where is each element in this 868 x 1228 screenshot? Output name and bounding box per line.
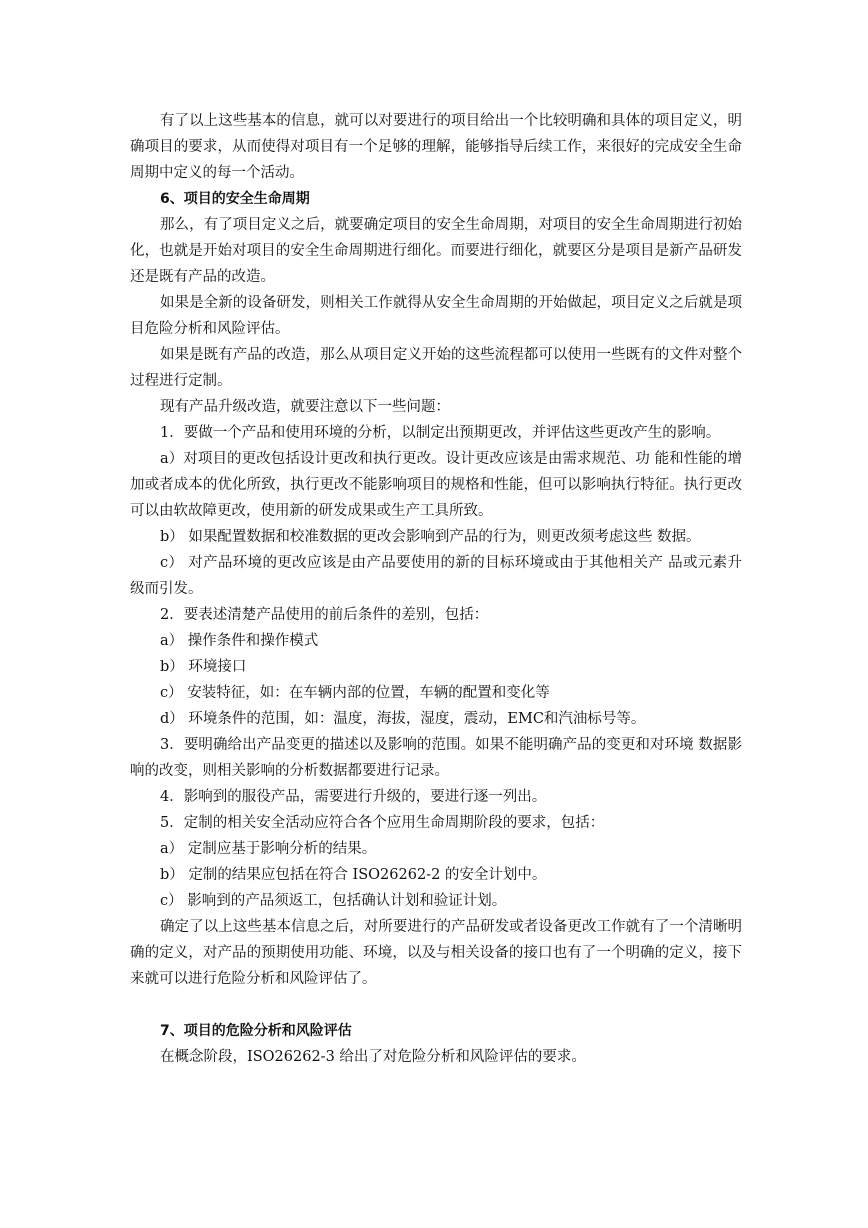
list-subitem: c） 影响到的产品须返工，包括确认计划和验证计划。	[160, 893, 507, 909]
list-item: 2．要表述清楚产品使用的前后条件的差别，包括：	[160, 607, 489, 623]
list-item: 3．要明确给出产品变更的描述以及影响的范围。如果不能明确产品的变更和对环境 数据影响的改变，则相关影响的分析数据都要进行记录。	[130, 737, 742, 779]
list-subitem: a） 操作条件和操作模式	[160, 633, 319, 649]
document-body	[130, 108, 742, 1070]
list-subitem: c） 对产品环境的更改应该是由产品要使用的新的目标环境或由于其他相关产 品或元素升级而引发。	[130, 555, 742, 597]
list-subitem: c） 安装特征，如：在车辆内部的位置，车辆的配置和变化等	[160, 685, 550, 701]
list-subitem: a） 定制应基于影响分析的结果。	[160, 841, 377, 857]
list-subitem: a）对项目的更改包括设计更改和执行更改。设计更改应该是由需求规范、功 能和性能的增加或者成本的优化所致，执行更改不能影响项目的规格和性能，但可以影响执行特征。执行更改可以由软故障更改，使用新的研发成果或生产工具所致。	[130, 451, 742, 519]
paragraph: 那么，有了项目定义之后，就要确定项目的安全生命周期，对项目的安全生命周期进行初始化，也就是开始对项目的安全生命周期进行细化。而要进行细化，就要区分是项目是新产品研发还是既有产品的改造。	[130, 217, 742, 285]
list-subitem: b） 如果配置数据和校准数据的更改会影响到产品的行为，则更改须考虑这些 数据。	[160, 529, 701, 545]
list-subitem: b） 环境接口	[160, 659, 247, 675]
list-item: 5．定制的相关安全活动应符合各个应用生命周期阶段的要求，包括：	[160, 815, 605, 831]
section-spacer	[130, 992, 742, 1018]
section-heading-7: 7、项目的危险分析和风险评估	[160, 1023, 352, 1039]
summary-paragraph: 确定了以上这些基本信息之后，对所要进行的产品研发或者设备更改工作就有了一个清晰明确的定义，对产品的预期使用功能、环境，以及与相关设备的接口也有了一个明确的定义，接下来就可以进行危险分析和风险评估了。	[130, 919, 742, 987]
paragraph: 现有产品升级改造，就要注意以下一些问题：	[160, 399, 450, 415]
list-item: 4．影响到的服役产品，需要进行升级的，要进行逐一列出。	[160, 789, 547, 805]
section-heading-6: 6、项目的安全生命周期	[160, 191, 310, 207]
paragraph: 如果是全新的设备研发，则相关工作就得从安全生命周期的开始做起，项目定义之后就是项目危险分析和风险评估。	[130, 295, 742, 337]
list-item: 1．要做一个产品和使用环境的分析，以制定出预期更改，并评估这些更改产生的影响。	[160, 425, 721, 441]
paragraph: 在概念阶段，ISO26262-3 给出了对危险分析和风险评估的要求。	[160, 1049, 586, 1065]
list-subitem: b） 定制的结果应包括在符合 ISO26262-2 的安全计划中。	[160, 867, 547, 883]
paragraph: 如果是既有产品的改造，那么从项目定义开始的这些流程都可以使用一些既有的文件对整个过程进行定制。	[130, 347, 742, 389]
intro-paragraph: 有了以上这些基本的信息，就可以对要进行的项目给出一个比较明确和具体的项目定义，明确项目的要求，从而使得对项目有一个足够的理解，能够指导后续工作，来很好的完成安全生命周期中定义的每一个活动。	[130, 113, 742, 181]
list-subitem: d） 环境条件的范围，如：温度，海拔，湿度，震动，EMC和汽油标号等。	[160, 711, 646, 727]
